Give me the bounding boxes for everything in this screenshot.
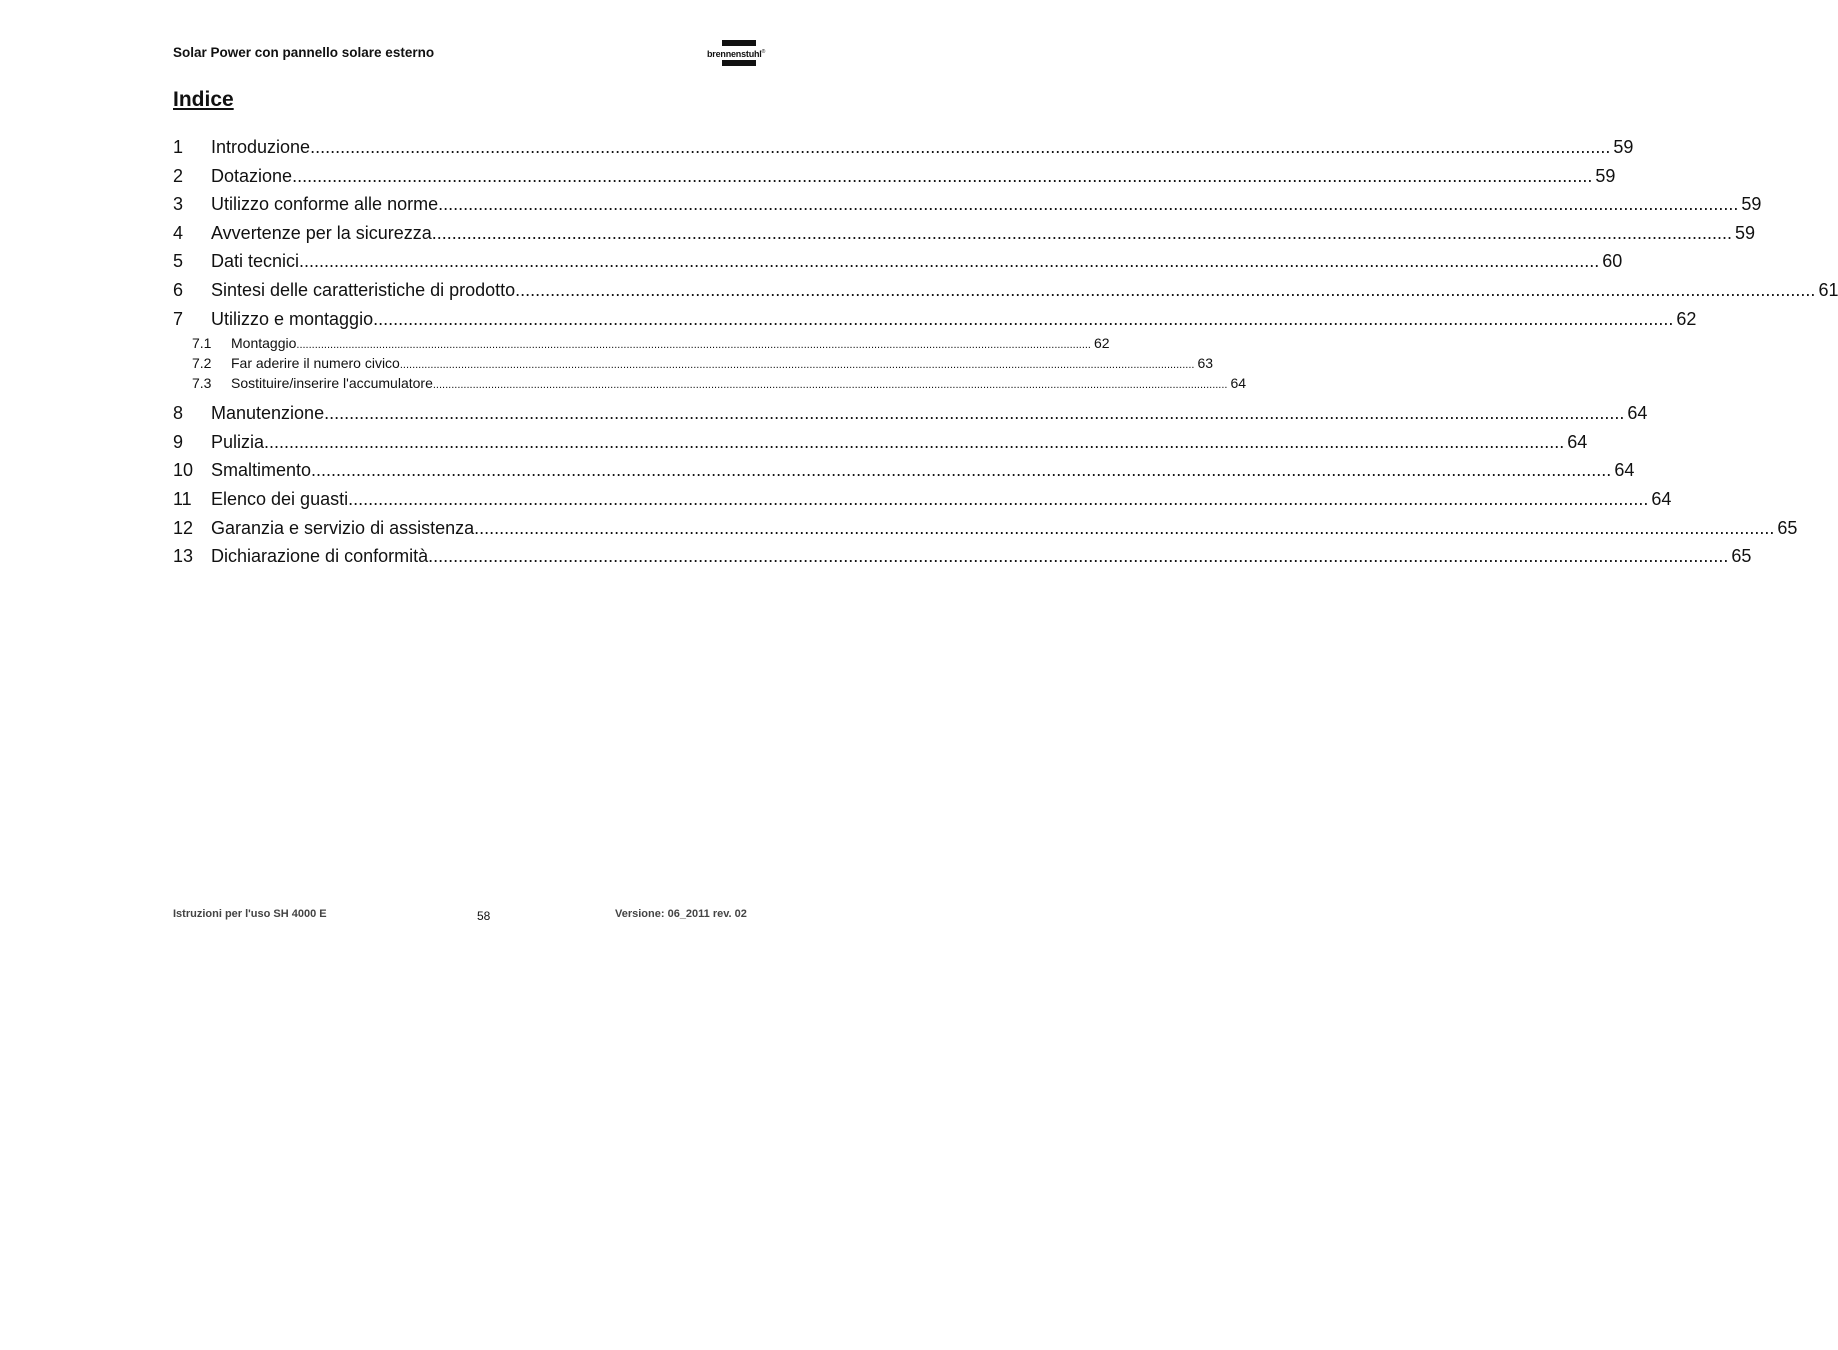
toc-entry-page: 64: [1567, 431, 1588, 452]
toc-dot-leader: ....................................................................................................................................................................................................................................................................: [474, 517, 1775, 538]
toc-entry-number: 12: [173, 517, 194, 538]
toc-dot-leader: ....................................................................................................................................................................................................................................................................: [399, 359, 1195, 372]
toc-dot-leader: ....................................................................................................................................................................................................................................................................: [428, 546, 1729, 567]
toc-entry-title: Far aderire il numero civico: [231, 355, 400, 372]
toc-entry-title: Garanzia e servizio di assistenza: [211, 517, 475, 538]
toc-entry[interactable]: [173, 219, 1756, 248]
toc-entry-page: 65: [1777, 517, 1798, 538]
toc-entry-title: Utilizzo e montaggio: [211, 308, 374, 329]
toc-entry-number: 4: [173, 222, 184, 243]
toc-entry-title: Montaggio: [231, 335, 297, 352]
toc-entry-number: 7.2: [192, 355, 212, 372]
toc-entry[interactable]: [173, 456, 1635, 485]
toc-dot-leader: ....................................................................................................................................................................................................................................................................: [431, 222, 1733, 243]
toc-entry-number: 3: [173, 194, 184, 215]
toc-dot-leader: ....................................................................................................................................................................................................................................................................: [373, 308, 1674, 329]
toc-entry[interactable]: [173, 399, 1648, 428]
toc-entry-number: 9: [173, 431, 184, 452]
toc-entry-number: 8: [173, 403, 184, 424]
toc-entry-title: Utilizzo conforme alle norme: [211, 194, 439, 215]
toc-entry-title: Introduzione: [211, 137, 311, 157]
toc-entry-title: Dotazione: [211, 165, 293, 186]
footer-manual-name: Istruzioni per l'uso SH 4000 E: [173, 908, 327, 920]
toc-entry-title: Pulizia: [211, 431, 265, 452]
logo-wordmark: brennenstuhl®: [707, 49, 766, 59]
toc-dot-leader: ....................................................................................................................................................................................................................................................................: [348, 488, 1649, 509]
table-of-contents: [173, 133, 1838, 571]
toc-entry[interactable]: [173, 133, 1634, 162]
toc-dot-leader: ....................................................................................................................................................................................................................................................................: [432, 379, 1228, 392]
toc-entry[interactable]: [173, 305, 1697, 334]
toc-entry[interactable]: [173, 514, 1798, 543]
toc-entry-title: Avvertenze per la sicurezza: [211, 222, 432, 243]
brennenstuhl-logo: [706, 40, 776, 68]
toc-entry-title: Dichiarazione di conformità: [211, 546, 429, 567]
toc-subentry[interactable]: [173, 353, 1214, 373]
footer-version: Versione: 06_2011 rev. 02: [615, 908, 747, 920]
footer-page-number: 58: [477, 909, 491, 923]
logo-bottom-bar: [722, 60, 756, 66]
toc-dot-leader: ....................................................................................................................................................................................................................................................................: [515, 279, 1816, 300]
toc-dot-leader: ....................................................................................................................................................................................................................................................................: [292, 165, 1593, 186]
toc-dot-leader: ....................................................................................................................................................................................................................................................................: [296, 339, 1091, 352]
toc-entry-page: 60: [1602, 251, 1623, 272]
toc-entry-page: 63: [1197, 355, 1214, 372]
toc-entry[interactable]: [173, 247, 1623, 276]
toc-entry-number: 7: [173, 308, 184, 329]
toc-entry-title: Elenco dei guasti: [211, 488, 349, 509]
toc-entry[interactable]: [173, 276, 1838, 305]
toc-entry-title: Smaltimento: [211, 460, 312, 481]
toc-entry-page: 64: [1614, 460, 1635, 481]
toc-entry-title: Dati tecnici: [211, 251, 300, 272]
toc-heading: Indice: [173, 88, 234, 111]
toc-entry-number: 2: [173, 165, 184, 186]
toc-entry[interactable]: [173, 190, 1762, 219]
toc-entry-number: 7.3: [192, 375, 212, 392]
toc-entry-page: 61: [1818, 279, 1838, 300]
toc-entry[interactable]: [173, 542, 1752, 571]
toc-entry-number: 10: [173, 460, 194, 481]
document-header-title: Solar Power con pannello solare esterno: [173, 45, 435, 60]
toc-entry-page: 62: [1094, 335, 1110, 352]
toc-dot-leader: ....................................................................................................................................................................................................................................................................: [299, 251, 1600, 272]
toc-entry-page: 65: [1731, 546, 1752, 567]
toc-entry[interactable]: [173, 162, 1616, 191]
toc-dot-leader: ....................................................................................................................................................................................................................................................................: [324, 403, 1625, 424]
toc-subentry[interactable]: [173, 373, 1247, 393]
toc-subentry[interactable]: [173, 333, 1110, 353]
toc-entry-page: 59: [1735, 222, 1756, 243]
toc-entry-number: 1: [173, 137, 184, 157]
toc-entry-page: 64: [1627, 403, 1648, 424]
toc-entry[interactable]: [173, 428, 1588, 457]
toc-entry-page: 62: [1676, 308, 1697, 329]
toc-entry[interactable]: [173, 485, 1672, 514]
toc-dot-leader: ....................................................................................................................................................................................................................................................................: [310, 137, 1611, 157]
toc-entry-title: Sostituire/inserire l'accumulatore: [231, 375, 433, 392]
toc-entry-number: 7.1: [192, 335, 212, 352]
toc-dot-leader: ....................................................................................................................................................................................................................................................................: [264, 431, 1565, 452]
toc-entry-page: 59: [1613, 137, 1634, 157]
toc-entry-title: Manutenzione: [211, 403, 325, 424]
toc-entry-title: Sintesi delle caratteristiche di prodotto: [211, 279, 516, 300]
toc-entry-page: 59: [1595, 165, 1616, 186]
toc-dot-leader: ....................................................................................................................................................................................................................................................................: [438, 194, 1739, 215]
toc-entry-page: 59: [1741, 194, 1762, 215]
toc-entry-page: 64: [1230, 375, 1247, 392]
toc-entry-number: 11: [173, 488, 192, 509]
toc-entry-number: 5: [173, 251, 184, 272]
toc-entry-number: 13: [173, 546, 194, 567]
toc-entry-number: 6: [173, 279, 184, 300]
toc-entry-page: 64: [1651, 488, 1672, 509]
toc-dot-leader: ....................................................................................................................................................................................................................................................................: [311, 460, 1612, 481]
